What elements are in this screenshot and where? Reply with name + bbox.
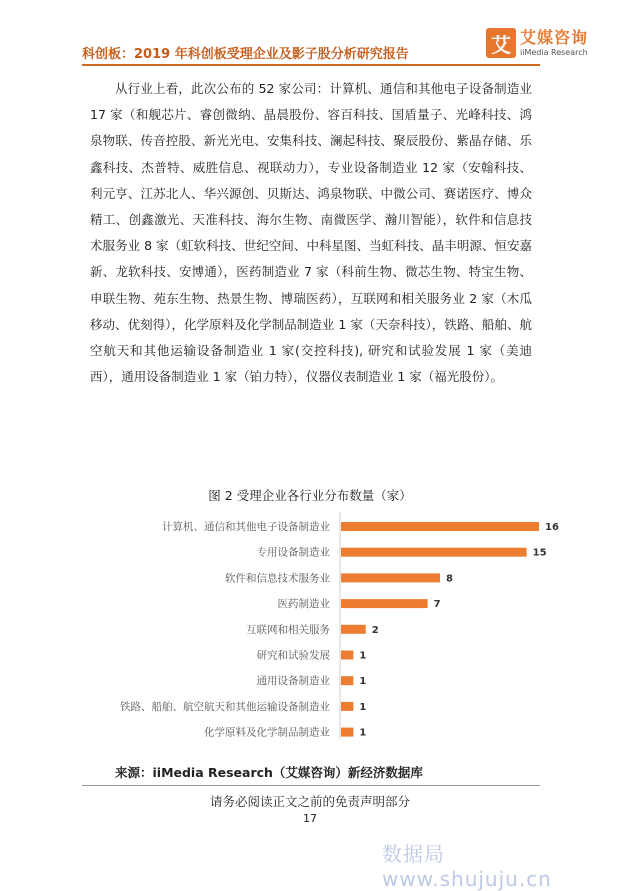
figure-title: 图 2 受理企业各行业分布数量（家） <box>208 488 412 503</box>
bar-value-label: 8 <box>446 573 453 585</box>
logo-text <box>520 27 589 57</box>
category-label: 专用设备制造业 <box>256 546 330 559</box>
bar <box>341 522 539 531</box>
watermark: 数据局 www.shujuju.cn <box>382 842 552 891</box>
bar-value-label: 16 <box>545 522 559 533</box>
bar <box>341 625 366 634</box>
header-divider <box>82 64 540 66</box>
category-label: 医药制造业 <box>277 598 330 611</box>
category-label: 软件和信息技术服务业 <box>225 572 330 585</box>
bar-value-label: 1 <box>359 727 367 739</box>
disclaimer-text: 请务必阅读正文之前的免责声明部分 <box>209 794 410 809</box>
bar <box>341 651 353 660</box>
report-header-title: 科创板：2019 年科创板受理企业及影子股分析研究报告 <box>82 47 409 62</box>
page-number: 17 <box>303 812 317 825</box>
bar-value-label: 1 <box>359 676 367 688</box>
logo-mark-icon: 艾 <box>486 28 516 58</box>
bar-value-label: 2 <box>371 624 379 636</box>
bar <box>341 676 353 685</box>
category-label: 铁路、船舶、航空航天和其他运输设备制造业 <box>120 700 330 713</box>
category-label: 通用设备制造业 <box>256 675 330 688</box>
bar-value-label: 7 <box>433 599 441 611</box>
bar <box>341 728 353 737</box>
bar <box>341 702 353 711</box>
bar-value-label: 1 <box>359 650 367 662</box>
footer-divider <box>82 785 540 786</box>
industry-bar-chart <box>0 510 620 750</box>
category-label: 互联网和相关服务 <box>246 623 330 636</box>
iimedia-logo <box>486 28 588 58</box>
bar <box>341 573 440 582</box>
bar-value-label: 15 <box>532 547 547 559</box>
category-label: 化学原料及化学制品制造业 <box>204 726 330 739</box>
chart-bars <box>120 520 559 739</box>
category-label: 计算机、通信和其他电子设备制造业 <box>162 521 330 533</box>
logo-name-cn: 艾媒咨询 <box>520 27 589 47</box>
bar <box>341 548 527 557</box>
logo-name-en: iiMedia Research <box>520 47 588 57</box>
figure-source: 来源：iiMedia Research（艾媒咨询）新经济数据库 <box>115 765 423 780</box>
category-label: 研究和试验发展 <box>256 649 330 662</box>
bar <box>341 599 428 608</box>
bar-value-label: 1 <box>359 701 367 713</box>
industry-paragraph: 从行业上看，此次公布的 52 家公司：计算机、通信和其他电子设备制造业 17 家（和舰芯片、睿创微纳、晶晨股份、容百科技、国盾量子、光峰科技、鸿泉物联、传音控股、新光光电、安集科技、澜起科技、聚辰股份、紫晶存储、乐鑫科技、杰普特、威胜信息、视联动力），专业设备制造业 12 家（安翰科技、利元亨、江苏北人、华兴源创、贝斯达、鸿泉物联、中微公司、赛诺医疗、博众精工、创鑫激光、天准科技、海尔生物、南微医学、瀚川智能），软件和信息技术服务业 8 家（虹软科技、世纪空间、中科星图、当虹科技、晶丰明源、恒安嘉新、龙软科技、安博通），医药制造业 7 家（科前生物、微芯生物、特宝生物、申联生物、苑东生物、热景生物、博瑞医药），互联网和相关服务业 2 家（木瓜移动、优刻得），化学原料及化学制品制造业 1 家（天奈科技），铁路、船舶、航空航天和其他运输设备制造业 1 家(交控科技), 研究和试验发展 1 家（美迪西），通用设备制造业 1 家（铂力特），仪器仪表制造业 1 家（福光股份）。 <box>90 81 532 385</box>
